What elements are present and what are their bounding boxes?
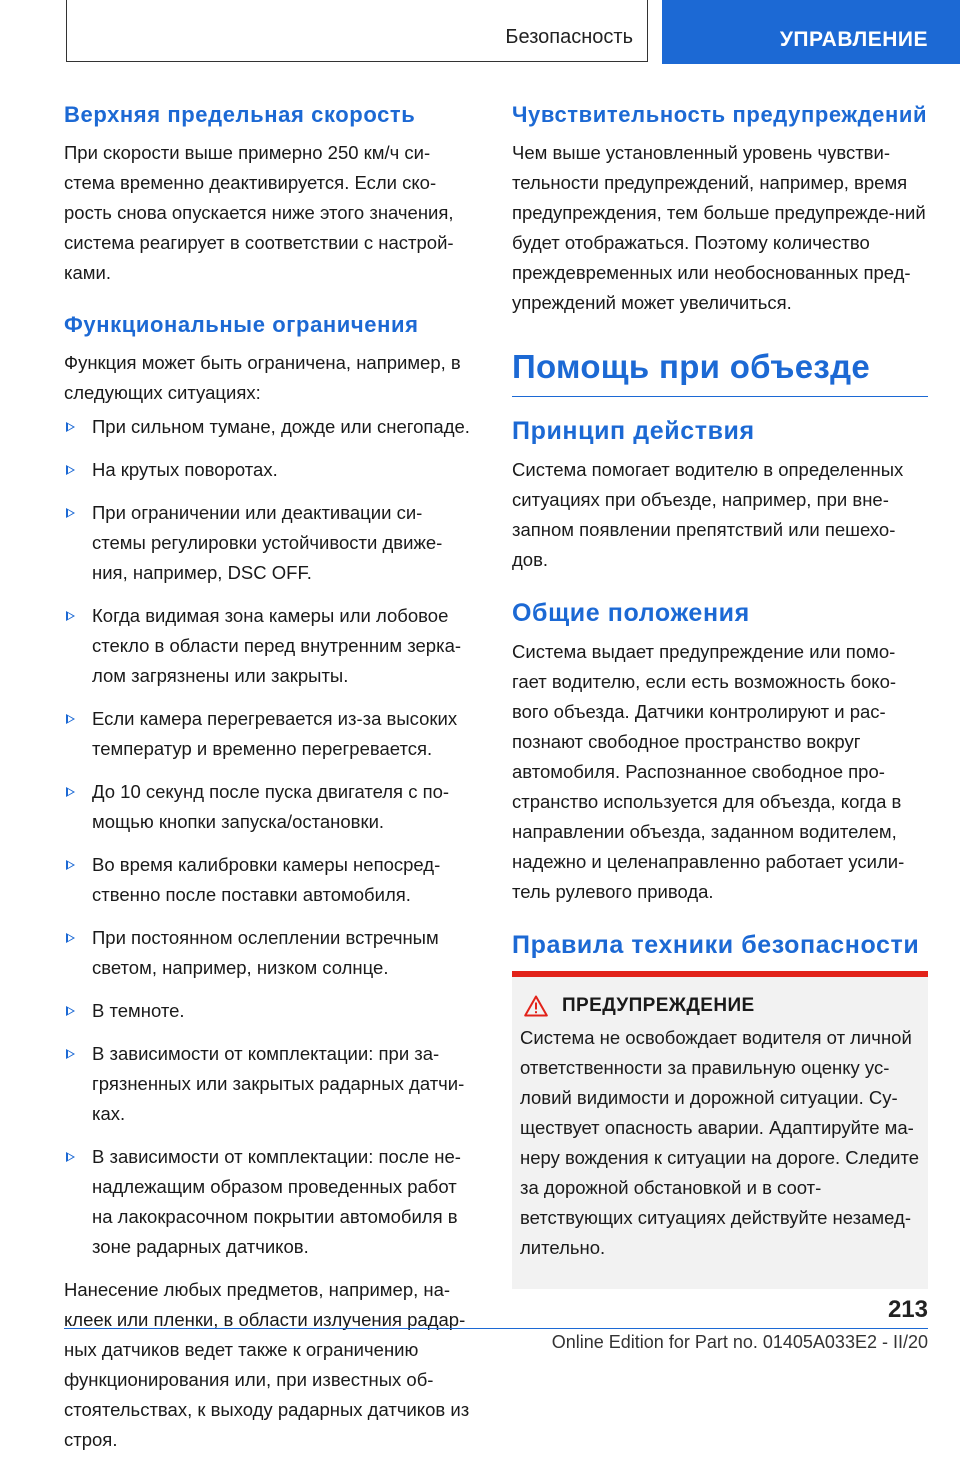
section-general: [512, 597, 928, 907]
list-item: При ограничении или деактивации си-стемы регулировки устойчивости движе-ния, например, DSC OFF.: [64, 498, 476, 588]
triangle-bullet-icon: [66, 422, 75, 432]
left-column: [64, 100, 476, 1477]
triangle-bullet-icon: [66, 611, 75, 621]
list-item: Когда видимая зона камеры или лобовое стекло в области перед внутренним зерка-лом загрязнены или закрыты.: [64, 601, 476, 691]
section-text: Система выдает предупреждение или помо-гает водителю, если есть возможность боко-вого объезда. Датчики контролируют и рас-познают свободное пространство вокруг автомобиля. Распознанное свободное про-странство используется для объезда, когда в направлении объезда, заданном водителем, надежно и целенаправленно работает усили-тель рулевого привода.: [512, 641, 905, 902]
section-text: Система помогает водителю в определенных ситуациях при объезде, например, при вне-запном появлении препятствий или пешехо-дов.: [512, 459, 904, 570]
triangle-bullet-icon: [66, 508, 75, 518]
warning-box: [512, 971, 928, 1289]
list-item: До 10 секунд после пуска двигателя с по-мощью кнопки запуска/остановки.: [64, 777, 476, 837]
section-text: При скорости выше примерно 250 км/ч си-стема временно деактивируется. Если ско-рость снова опускается ниже этого значения, система реагирует в соответствии с настрой-ками.: [64, 142, 454, 283]
triangle-bullet-icon: [66, 1006, 75, 1016]
triangle-bullet-icon: [66, 1049, 75, 1059]
section-title: Принцип действия: [512, 417, 755, 445]
warning-triangle-icon: [524, 995, 548, 1017]
section-title: Чувствительность предупреждений: [512, 102, 928, 127]
section-title: Функциональные ограничения: [64, 312, 419, 337]
section-title: Правила техники безопасности: [512, 931, 920, 959]
warning-header: [520, 995, 920, 1017]
section-title: Общие положения: [512, 599, 750, 627]
section-upper-speed-limit: [64, 100, 476, 288]
list-item: На крутых поворотах.: [64, 455, 476, 485]
section-text: Чем выше установленный уровень чувстви-тельности предупреждений, например, время предупреждения, тем больше предупрежде-ний будет отображаться. Поэтому количество преждевременных или необоснованных пред-упреждений может увеличиться.: [512, 142, 926, 313]
triangle-bullet-icon: [66, 714, 75, 724]
footer-edition: Online Edition for Part no. 01405A033E2 - II/20: [551, 1332, 928, 1352]
section-title: Верхняя предельная скорость: [64, 102, 416, 127]
header-section-label: Безопасность: [505, 26, 633, 48]
warning-title: ПРЕДУПРЕЖДЕНИЕ: [562, 995, 755, 1016]
list-item: При постоянном ослеплении встречным светом, например, низком солнце.: [64, 923, 476, 983]
section-operating-principle: [512, 415, 928, 575]
section-safety-rules: [512, 929, 928, 1289]
section-warning-sensitivity: [512, 100, 928, 318]
right-column: [512, 100, 928, 1289]
triangle-bullet-icon: [66, 787, 75, 797]
list-item: В зависимости от комплектации: при за-грязненных или закрытых радарных датчи-ках.: [64, 1039, 476, 1129]
triangle-bullet-icon: [66, 465, 75, 475]
list-item: При сильном тумане, дожде или снегопаде.: [64, 412, 476, 442]
list-item: В зависимости от комплектации: после не-надлежащим образом проведенных работ на лакокрасочном покрытии автомобиля в зоне радарных датчиков.: [64, 1142, 476, 1262]
section-functional-limits: [64, 310, 476, 1455]
section-outro: Нанесение любых предметов, например, на-клеек или пленки, в области излучения радар-ных датчиков ведет также к ограничению функционирования или, при известных об-стоятельствах, к выходу радарных датчиков из строя.: [64, 1279, 470, 1450]
limits-list: [64, 412, 476, 1262]
list-item: Во время калибровки камеры непосред-ственно после поставки автомобиля.: [64, 850, 476, 910]
triangle-bullet-icon: [66, 1152, 75, 1162]
header-chapter-tab: [662, 0, 960, 64]
triangle-bullet-icon: [66, 860, 75, 870]
header-chapter-label: УПРАВЛЕНИЕ: [779, 28, 928, 51]
list-item: В темноте.: [64, 996, 476, 1026]
page-number: 213: [887, 1296, 928, 1323]
footer-divider: [64, 1328, 928, 1329]
list-item: Если камера перегревается из-за высоких температур и временно перегревается.: [64, 704, 476, 764]
chapter-title: Помощь при объезде: [512, 348, 928, 397]
section-intro: Функция может быть ограничена, например, в следующих ситуациях:: [64, 352, 461, 403]
header-section-tab: [66, 0, 648, 62]
triangle-bullet-icon: [66, 933, 75, 943]
warning-text: Система не освобождает водителя от личной ответственности за правильную оценку ус-ловий видимости и дорожной ситуации. Су-ществует опасность аварии. Адаптируйте ма-неру вождения к ситуации на дороге. Следите за дорожной обстановкой и в соот-ветствующих ситуациях действуйте незамед-лительно.: [520, 1027, 920, 1258]
